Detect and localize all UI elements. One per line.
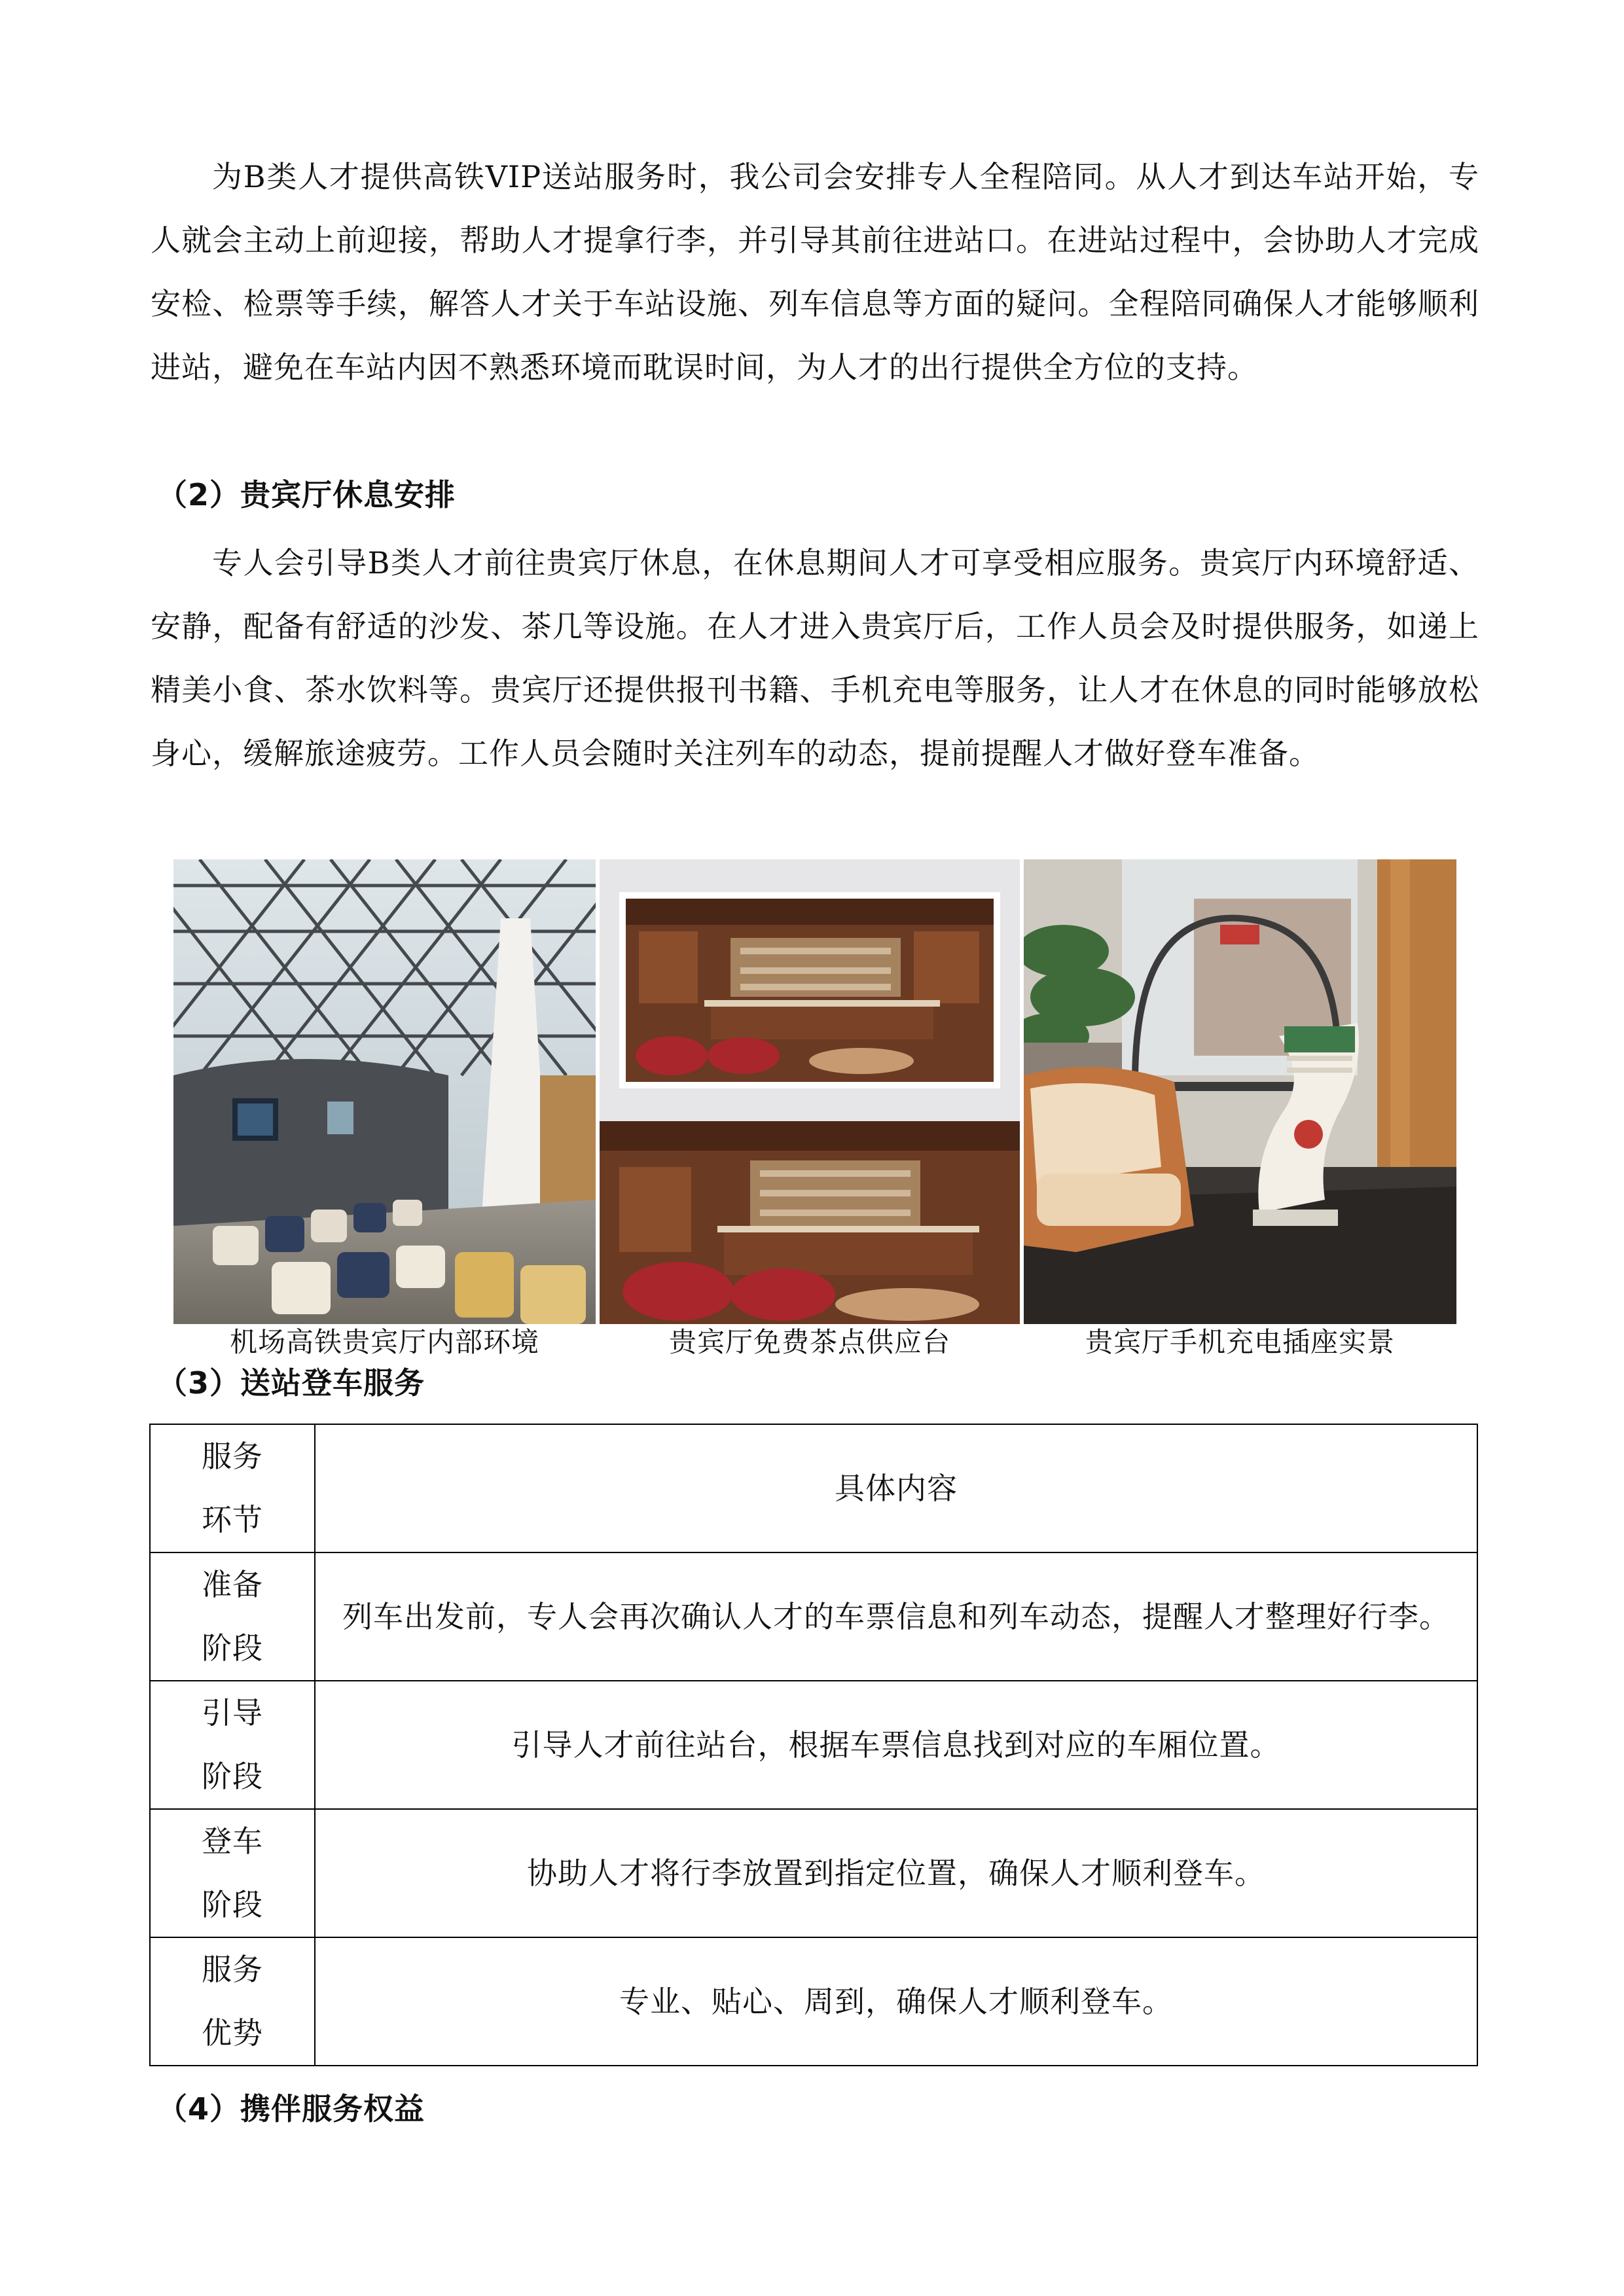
table-cell-stage: 服务优势 bbox=[150, 1937, 315, 2066]
boarding-service-table bbox=[149, 1424, 1478, 2066]
table-row bbox=[150, 1809, 1477, 1937]
table-cell-content: 引导人才前往站台，根据车票信息找到对应的车厢位置。 bbox=[315, 1681, 1477, 1809]
paragraph-lounge-rest: 专人会引导B类人才前往贵宾厅休息，在休息期间人才可享受相应服务。贵宾厅内环境舒适、安静，配备有舒适的沙发、茶几等设施。在人才进入贵宾厅后，工作人员会及时提供服务，如递上精美小食、茶水饮料等。贵宾厅还提供报刊书籍、手机充电等服务，让人才在休息的同时能够放松身心，缓解旅途疲劳。工作人员会随时关注列车的动态，提前提醒人才做好登车准备。 bbox=[151, 545, 1479, 771]
table-row bbox=[150, 1681, 1477, 1809]
tea-counter-photo bbox=[600, 859, 1020, 1324]
photo-caption: 机场高铁贵宾厅内部环境 bbox=[229, 1326, 539, 1358]
photo-caption: 贵宾厅手机充电插座实景 bbox=[1085, 1326, 1395, 1358]
heading-lounge-rest: （2）贵宾厅休息安排 bbox=[157, 477, 456, 512]
lounge-interior-photo bbox=[173, 859, 596, 1324]
table-cell-stage: 准备阶段 bbox=[150, 1552, 315, 1681]
table-cell-content: 协助人才将行李放置到指定位置，确保人才顺利登车。 bbox=[315, 1809, 1477, 1937]
table-cell-stage: 引导阶段 bbox=[150, 1681, 315, 1809]
table-header-content: 具体内容 bbox=[315, 1424, 1477, 1552]
table-cell-content: 列车出发前，专人会再次确认人才的车票信息和列车动态，提醒人才整理好行李。 bbox=[315, 1552, 1477, 1681]
heading-companion-benefits: （4）携伴服务权益 bbox=[157, 2091, 425, 2126]
table-cell-content: 专业、贴心、周到，确保人才顺利登车。 bbox=[315, 1937, 1477, 2066]
photo-strip bbox=[173, 859, 1456, 1324]
paragraph-vip-escort: 为B类人才提供高铁VIP送站服务时，我公司会安排专人全程陪同。从人才到达车站开始，专人就会主动上前迎接，帮助人才提拿行李，并引导其前往进站口。在进站过程中，会协助人才完成安检、检票等手续，解答人才关于车站设施、列车信息等方面的疑问。全程陪同确保人才能够顺利进站，避免在车站内因不熟悉环境而耽误时间，为人才的出行提供全方位的支持。 bbox=[151, 159, 1479, 385]
charging-station-photo bbox=[1024, 859, 1456, 1324]
table-header-stage: 服务环节 bbox=[150, 1424, 315, 1552]
heading-boarding-service: （3）送站登车服务 bbox=[157, 1365, 425, 1401]
table-cell-stage: 登车阶段 bbox=[150, 1809, 315, 1937]
table-row bbox=[150, 1937, 1477, 2066]
photo-caption: 贵宾厅免费茶点供应台 bbox=[668, 1326, 950, 1358]
table-row bbox=[150, 1552, 1477, 1681]
table-header-row bbox=[150, 1424, 1477, 1552]
